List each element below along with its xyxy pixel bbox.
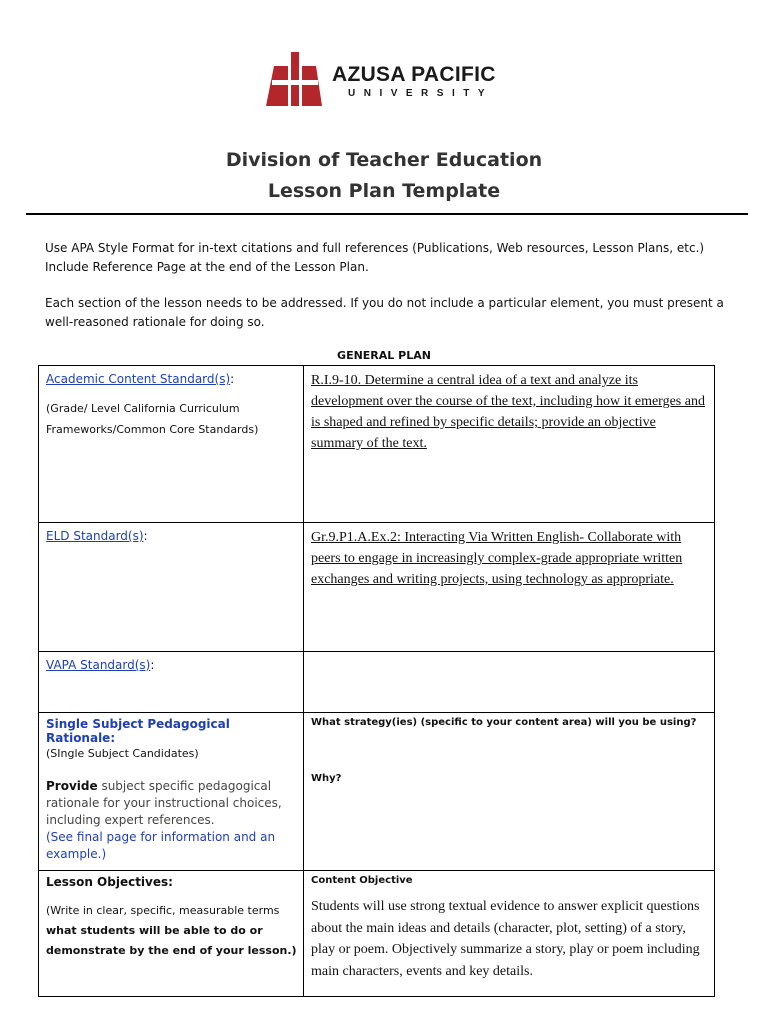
rationale-content-cell[interactable] [304,713,715,871]
strategy-question: What strategy(ies) (specific to your content area) will you be using? [311,717,697,728]
why-question: Why? [311,773,342,784]
vapa-standard-label-cell: VAPA Standard(s): [39,652,304,713]
rationale-label-cell [39,713,304,871]
document-subtitle: Lesson Plan Template [267,180,501,202]
eld-standard-label-cell: ELD Standard(s): [39,523,304,652]
intro-line-2: Include Reference Page at the end of the Lesson Plan. [45,260,369,274]
header-divider [26,213,748,215]
rationale-instructions [46,778,297,829]
logo-subtitle: UNIVERSITY [348,88,494,99]
table-row [39,871,715,997]
table-row [39,713,715,871]
intro-paragraph-1 [45,239,735,277]
table-row [39,652,715,713]
rationale-title: Single Subject Pedagogical Rationale: [46,717,230,745]
eld-standard-text: Gr.9.P1.A.Ex.2: Interacting Via Written English- Collaborate with peers to engage in increasingly complex-grade appropriate written exchanges and writing projects, using technology as appropriate. [311,530,683,587]
apu-logo-mark-icon [264,50,324,108]
vapa-standard-content-cell[interactable] [304,652,715,713]
academic-standard-label-cell: Academic Content Standard(s): (Grade/ Level California Curriculum Frameworks/Common Core Standards) [39,366,304,523]
intro-line-1: Use APA Style Format for in-text citations and full references (Publications, Web resources, Lesson Plans, etc.) [45,241,705,255]
university-logo [264,50,514,108]
academic-standard-text: R.I.9-10. Determine a central idea of a text and analyze its development over the course of the text, including how it emerges and is shaped and refined by specific details; provide an objective summary of the text. [311,373,705,451]
academic-standard-link[interactable]: Academic Content Standard(s) [46,372,231,386]
eld-standard-link[interactable]: ELD Standard(s) [46,529,144,543]
rationale-see-final-page: (See final page for information and an example.) [46,830,276,861]
table-row [39,366,715,523]
objectives-content-cell[interactable] [304,871,715,997]
rationale-body: subject specific pedagogical rationale for your instructional choices, including expert references. [46,779,282,827]
academic-standard-content-cell[interactable] [304,366,715,523]
rationale-candidates: (SIngle Subject Candidates) [46,747,199,760]
content-objective-title: Content Objective [311,875,413,886]
objectives-title: Lesson Objectives: [46,875,173,889]
general-plan-table [38,365,715,997]
objectives-note: (Write in clear, specific, measurable terms what students will be able to do or demonstrate by the end of your lesson.) [46,904,297,957]
document-title: Division of Teacher Education [225,149,543,171]
academic-standard-note: (Grade/ Level California Curriculum Frameworks/Common Core Standards) [46,402,259,436]
general-plan-heading: GENERAL PLAN [337,349,431,362]
logo-name: AZUSA PACIFIC [332,63,496,86]
rationale-provide: Provide [46,779,98,793]
table-row [39,523,715,652]
eld-standard-content-cell[interactable] [304,523,715,652]
vapa-standard-link[interactable]: VAPA Standard(s) [46,658,151,672]
intro-paragraph-2: Each section of the lesson needs to be addressed. If you do not include a particular element, you must present a well-reasoned rationale for doing so. [45,296,724,329]
content-objective-text: Students will use strong textual evidence to answer explicit questions about the main ideas and details (character, plot, setting) of a story, play or poem. Objectively summarize a story, play or poem including main characters, events and key details. [311,899,700,979]
objectives-label-cell [39,871,304,997]
